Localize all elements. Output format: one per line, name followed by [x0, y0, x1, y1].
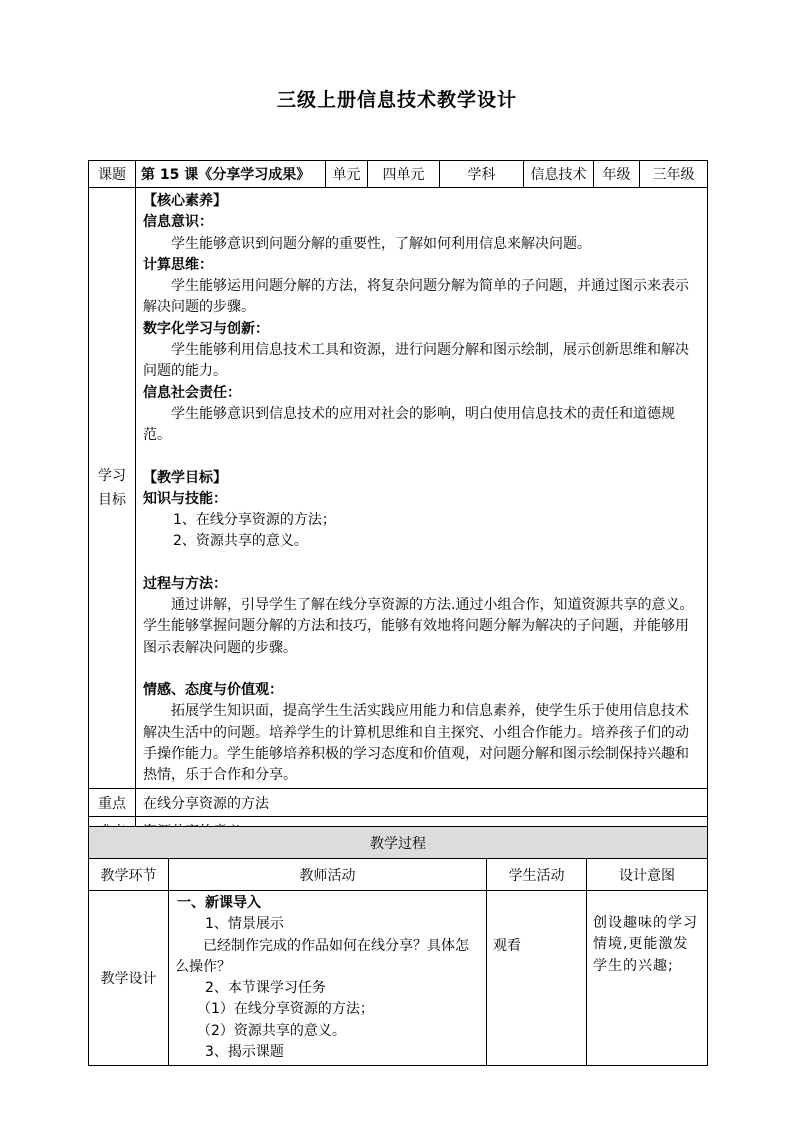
social-text: 学生能够意识到信息技术的应用对社会的影响，明白使用信息技术的责任和道德规范。: [143, 405, 675, 444]
computational-text: 学生能够运用问题分解的方法，将复杂问题分解为简单的子问题，并通过图示来表示解决问题的步骤。: [143, 278, 689, 316]
info-awareness-heading: 信息意识：: [143, 214, 213, 231]
document-title: 三级上册信息技术教学设计: [276, 89, 517, 111]
column-header-stage: 教学环节: [89, 859, 169, 891]
process-column-header-row: [89, 859, 708, 891]
teacher-line: 3、揭示课题: [205, 1044, 284, 1061]
teacher-activity: [169, 891, 487, 1066]
teacher-line: 2、本节课学习任务: [205, 980, 326, 997]
objectives-label: 学习 目标: [89, 188, 136, 789]
process-row: [89, 891, 708, 1066]
unit-label: 单元: [326, 161, 368, 188]
social-heading: 信息社会责任：: [143, 384, 241, 401]
digital-heading: 数字化学习与创新：: [143, 320, 269, 337]
process-method-text: 通过讲解，引导学生了解在线分享资源的方法.通过小组合作，知道资源共享的意义。学生能够掌握问题分解的方法和技巧，能够有效地将问题分解为解决的子问题，并能够用图示表解决问题的步骤。: [143, 597, 694, 656]
emotion-heading: 情感、态度与价值观：: [143, 681, 283, 698]
teaching-process-table: [88, 826, 708, 1066]
objectives-content: [136, 188, 708, 789]
design-intent: 创设趣味的学习情境,更能激发学生的兴趣;: [587, 891, 708, 1066]
knowledge-item: 2、资源共享的意义。: [173, 533, 308, 550]
key-point-row: [89, 789, 708, 817]
subject-value: 信息技术: [524, 161, 594, 188]
objectives-row: [89, 188, 708, 789]
computational-heading: 计算思维：: [143, 256, 213, 273]
key-point-text: 在线分享资源的方法: [136, 789, 708, 817]
topic-label: 课题: [89, 161, 136, 188]
teacher-line: 一、新课导入: [177, 895, 261, 911]
digital-text: 学生能够利用信息技术工具和资源，进行问题分解和图示绘制，展示创新思维和解决问题的能力。: [143, 342, 689, 380]
topic-value: 第 15 课《分享学习成果》: [136, 161, 326, 188]
teacher-line: 已经制作完成的作品如何在线分享？具体怎么操作？: [175, 937, 469, 975]
teaching-goals-heading: 【教学目标】: [143, 469, 227, 486]
info-awareness-text: 学生能够意识到问题分解的重要性，了解如何利用信息来解决问题。: [171, 235, 591, 252]
column-header-intent: 设计意图: [587, 859, 708, 891]
process-heading-row: [89, 827, 708, 859]
core-literacy-heading: 【核心素养】: [143, 193, 227, 209]
emotion-text: 拓展学生知识面，提高学生生活实践应用能力和信息素养，使学生乐于使用信息技术解决生活中的问题。培养学生的计算机思维和自主探究、小组合作能力。培养孩子们的动手操作能力。学生能够培养积极的学习态度和价值观，对问题分解和图示绘制保持兴趣和热情，乐于合作和分享。: [143, 703, 689, 784]
teacher-line: （2）资源共享的意义。: [197, 1022, 346, 1039]
teacher-line: （1）在线分享资源的方法；: [197, 1001, 374, 1018]
teacher-line: 1、情景展示: [205, 916, 284, 933]
subject-label: 学科: [440, 161, 524, 188]
knowledge-heading: 知识与技能：: [143, 490, 227, 507]
stage-label: 教学设计: [89, 891, 169, 1066]
unit-value: 四单元: [368, 161, 440, 188]
knowledge-item: 1、在线分享资源的方法；: [173, 512, 336, 529]
column-header-teacher: 教师活动: [169, 859, 487, 891]
student-activity: 观看: [487, 891, 587, 1066]
grade-value: 三年级: [640, 161, 708, 188]
column-header-student: 学生活动: [487, 859, 587, 891]
process-heading: 教学过程: [89, 827, 708, 859]
key-point-label: 重点: [89, 789, 136, 817]
header-row: [89, 161, 708, 188]
grade-label: 年级: [594, 161, 640, 188]
lesson-info-table: [88, 160, 708, 845]
process-method-heading: 过程与方法：: [143, 575, 227, 592]
